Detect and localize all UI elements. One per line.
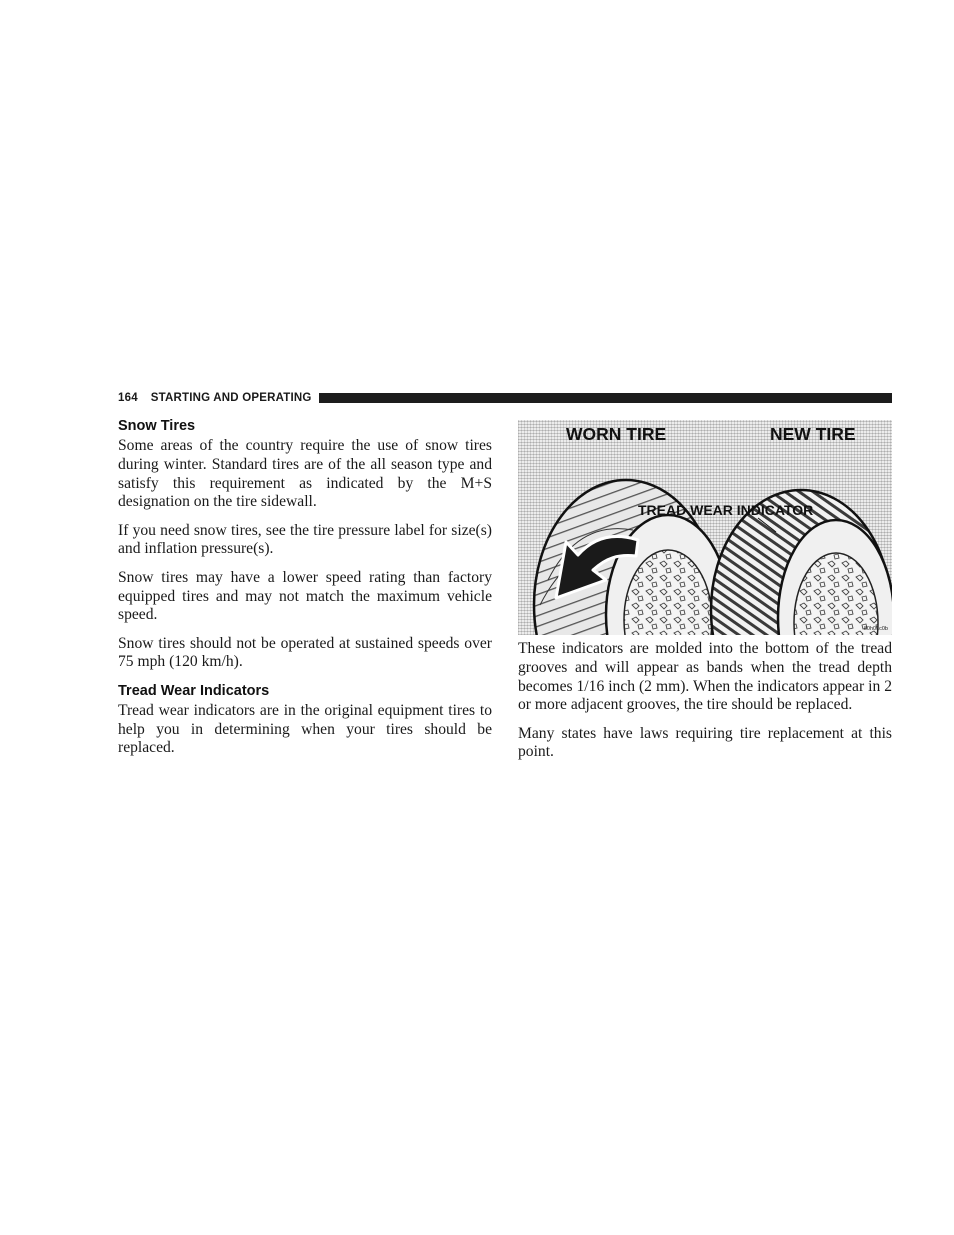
snow-tires-paragraph: If you need snow tires, see the tire pressure label for size(s) and inflation pressure(s). [118, 521, 492, 558]
tread-wear-figure [518, 420, 892, 635]
tread-wear-heading: Tread Wear Indicators [118, 682, 270, 699]
tread-wear-indicator-label: TREAD WEAR INDICATOR [638, 502, 814, 518]
snow-tires-paragraph: Snow tires should not be operated at sustained speeds over 75 mph (120 km/h). [118, 634, 492, 671]
indicator-paragraph: Many states have laws requiring tire replacement at this point. [518, 724, 892, 761]
tread-wear-paragraph: Tread wear indicators are in the original equipment tires to help you in determining when your tires should be replaced. [118, 701, 492, 757]
snow-tires-heading: Snow Tires [118, 418, 196, 434]
section-title: STARTING AND OPERATING [150, 392, 312, 404]
page-header [118, 390, 892, 406]
header-rule [319, 393, 892, 403]
worn-tire-label: WORN TIRE [566, 424, 667, 444]
left-column [118, 417, 492, 768]
page-number: 164 [118, 392, 138, 404]
new-tire-label: NEW TIRE [770, 424, 856, 444]
indicator-paragraph: These indicators are molded into the bottom of the tread grooves and will appear as bands when the tread depth becomes 1/16 inch (2 mm). When the indicators appear in 2 or more adjacent grooves, the tire should be replaced. [518, 640, 892, 714]
figure-code: 80h01c0b [863, 626, 888, 632]
snow-tires-paragraph: Some areas of the country require the use of snow tires during winter. Standard tires are of the all season type and satisfy this requirement as indicated by the M+S designation on the tire sidewall. [118, 437, 492, 511]
snow-tires-paragraph: Snow tires may have a lower speed rating than factory equipped tires and may not match the maximum vehicle speed. [118, 568, 492, 624]
tires-illustration [518, 420, 892, 635]
right-column [518, 417, 892, 772]
